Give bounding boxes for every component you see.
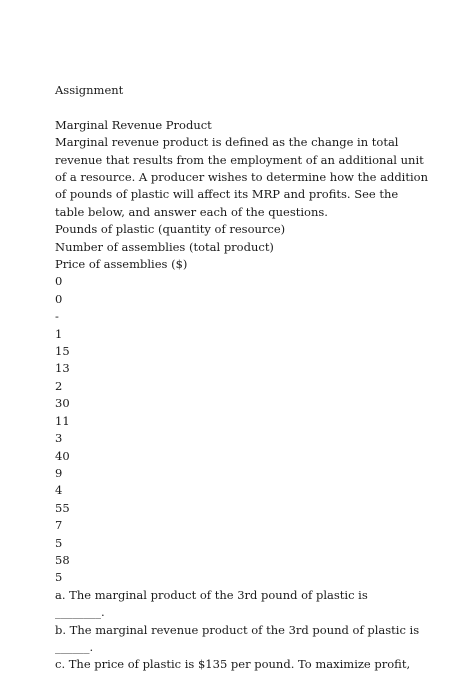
table-value: 4	[55, 483, 63, 498]
answer-blank-a: ________.	[55, 605, 105, 620]
table-value: -	[55, 309, 59, 324]
table-value: 13	[55, 361, 70, 376]
paragraph-line: table below, and answer each of the questions.	[55, 204, 328, 219]
table-header-assemblies: Number of assemblies (total product)	[55, 239, 274, 254]
table-value: 0	[55, 291, 63, 306]
table-value: 2	[55, 378, 63, 393]
paragraph-line: of pounds of plastic will affect its MRP and profits. See the	[55, 187, 399, 202]
table-header-pounds: Pounds of plastic (quantity of resource)	[55, 222, 286, 237]
answer-blank-b: ______.	[55, 639, 94, 654]
table-value: 9	[55, 465, 63, 480]
section-title: Marginal Revenue Product	[55, 117, 212, 132]
paragraph-line: of a resource. A producer wishes to determine how the addition	[55, 170, 428, 185]
paragraph-line: Marginal revenue product is defined as the change in total	[55, 135, 399, 150]
table-header-price: Price of assemblies ($)	[55, 257, 188, 272]
table-value: 3	[55, 431, 63, 446]
table-value: 7	[55, 518, 63, 533]
table-value: 5	[55, 570, 63, 585]
table-value: 58	[55, 552, 70, 567]
question-a: a. The marginal product of the 3rd pound of plastic is	[55, 587, 368, 602]
table-value: 5	[55, 535, 63, 550]
assignment-heading: Assignment	[55, 83, 124, 97]
table-value: 0	[55, 274, 63, 289]
document-page	[55, 82, 428, 674]
question-b: b. The marginal revenue product of the 3rd pound of plastic is	[55, 622, 420, 637]
table-value: 15	[55, 344, 70, 359]
table-value: 1	[55, 326, 63, 341]
table-value: 40	[55, 448, 70, 463]
table-value: 30	[55, 396, 70, 411]
paragraph-line: revenue that results from the employment of an additional unit	[55, 152, 424, 167]
question-c: c. The price of plastic is $135 per pound. To maximize profit,	[55, 657, 411, 672]
table-value: 55	[55, 500, 70, 515]
table-value: 11	[55, 413, 70, 428]
